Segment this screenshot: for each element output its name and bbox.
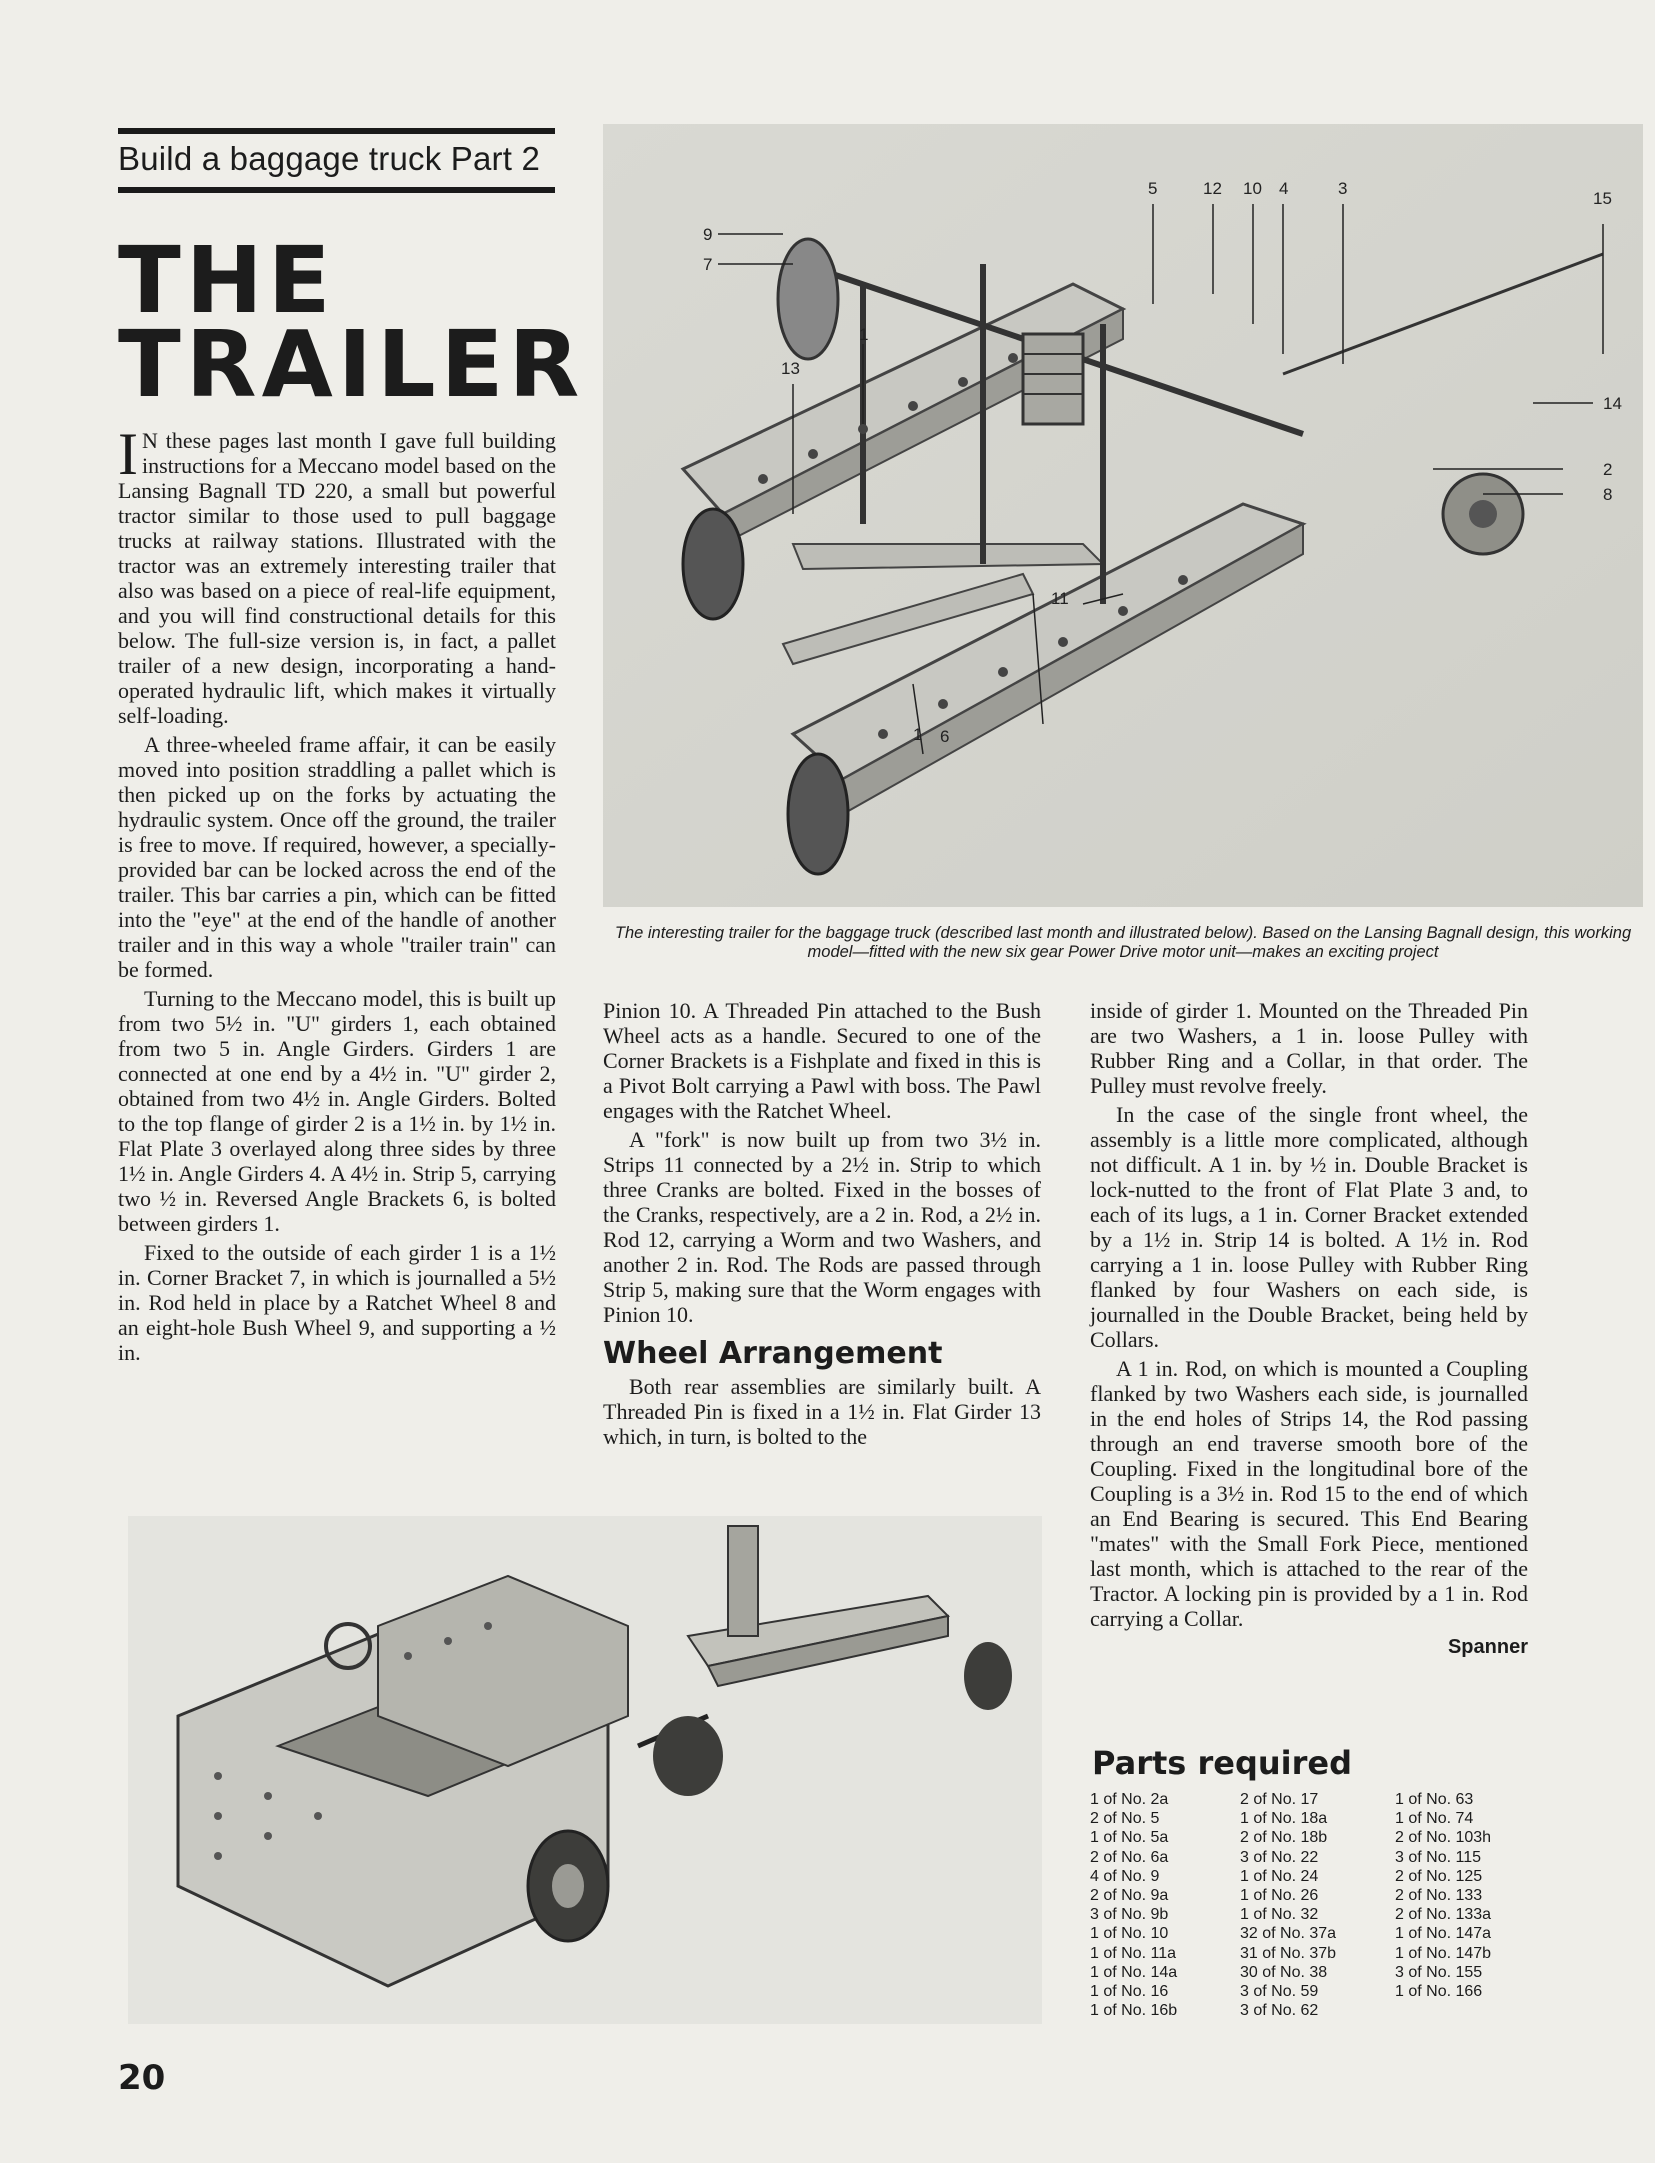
paragraph: A three-wheeled frame affair, it can be easily moved into position straddling a pallet which is then picked up on the forks by actuating the hydraulic system. Once off the ground, the trailer is free to move. If required, however, a specially-provided bar can be locked across the end of the trailer. This bar carries a pin, which can be fitted into the "eye" at the end of the handle of another trailer and in this way a whole "trailer train" can be formed.	[118, 732, 556, 982]
parts-item: 2 of No. 5	[1090, 1810, 1160, 1828]
parts-item: 1 of No. 11a	[1090, 1944, 1176, 1962]
parts-item: 3 of No. 9b	[1090, 1906, 1169, 1924]
parts-item: 1 of No. 147b	[1395, 1944, 1492, 1962]
parts-item: 2 of No. 133a	[1395, 1906, 1492, 1924]
parts-item: 1 of No. 24	[1240, 1867, 1319, 1885]
parts-item: 32 of No. 37a	[1240, 1925, 1337, 1943]
parts-item: 1 of No. 18a	[1240, 1810, 1328, 1828]
parts-item: 31 of No. 37b	[1240, 1944, 1337, 1962]
parts-item: 3 of No. 22	[1240, 1848, 1319, 1866]
paragraph: Turning to the Meccano model, this is built up from two 5½ in. "U" girders 1, each obtained from two 5 in. Angle Girders. Girders 1 are connected at one end by a 4½ in. "U" girder 2, obtained from two 4½ in. Angle Girders. Bolted to the top flange of girder 2 is a 1½ in. by 1½ in. Flat Plate 3 overlayed along three sides by three 1½ in. Angle Girders 4. A 4½ in. Strip 5, carrying two ½ in. Reversed Angle Brackets 6, is bolted between girders 1.	[118, 986, 556, 1236]
label-7: 7	[703, 255, 713, 274]
parts-item: 1 of No. 166	[1395, 1983, 1483, 2001]
kicker: Build a baggage truck Part 2	[118, 140, 541, 177]
paragraph: A "fork" is now built up from two 3½ in. Strips 11 connected by a 2½ in. Strip to which three Cranks are bolted. Fixed in the bosses of the Cranks, respectively, are a 2 in. Rod, a 2½ in. Rod 12, carrying a Worm and two Washers, and another 2 in. Rod. The Rods are passed through Strip 5, making sure that the Worm engages with Pinion 10.	[603, 1127, 1041, 1327]
parts-item: 1 of No. 10	[1090, 1925, 1169, 1943]
label-4: 4	[1279, 179, 1289, 198]
header-rule-bottom	[118, 187, 555, 193]
label-3: 3	[1338, 179, 1348, 198]
paragraph: A 1 in. Rod, on which is mounted a Coupling flanked by two Washers each side, is journalled in the end holes of Strips 14, the Rod passing through an end traverse smooth bore of the Coupling. Fixed in the longitudinal bore of the Coupling is a 3½ in. Rod 15 to the end of which an End Bearing is secured. This End Bearing "mates" with the Small Fork Piece, mentioned last month, which is attached to the rear of the Tractor. A locking pin is provided by a 1 in. Rod carrying a Collar.	[1090, 1356, 1528, 1631]
parts-item: 2 of No. 6a	[1090, 1848, 1169, 1866]
parts-list-col1	[1090, 1790, 1230, 2020]
trailer-illustration	[603, 124, 1643, 907]
parts-item: 2 of No. 18b	[1240, 1829, 1328, 1847]
headline-line1: THE	[118, 227, 336, 334]
label-1-top: 1	[859, 325, 869, 344]
label-13: 13	[781, 359, 800, 378]
paragraph: Pinion 10. A Threaded Pin attached to the Bush Wheel acts as a handle. Secured to one of the Corner Brackets is a Fishplate and fixed in this is a Pivot Bolt carrying a Pawl with boss. The Pawl engages with the Ratchet Wheel.	[603, 998, 1041, 1123]
paragraph: Both rear assemblies are similarly built. A Threaded Pin is fixed in a 1½ in. Flat Girder 13 which, in turn, is bolted to the	[603, 1374, 1041, 1449]
tractor-wheels	[528, 1831, 608, 1941]
author-byline: Spanner	[1447, 1636, 1528, 1658]
tractor-illustration	[128, 1516, 1042, 2024]
parts-item: 1 of No. 2a	[1090, 1791, 1169, 1808]
parts-item: 3 of No. 59	[1240, 1983, 1319, 2001]
headline-line2: TRAILER	[118, 311, 585, 418]
parts-item: 3 of No. 115	[1395, 1848, 1481, 1866]
parts-item: 2 of No. 17	[1240, 1791, 1319, 1808]
paragraph: inside of girder 1. Mounted on the Threaded Pin are two Washers, a 1 in. loose Pulley with Rubber Ring and a Collar, in that order. The Pulley must revolve freely.	[1090, 998, 1528, 1098]
label-5: 5	[1148, 179, 1158, 198]
parts-item: 2 of No. 103h	[1395, 1829, 1492, 1847]
parts-title: Parts required	[1092, 1744, 1352, 1782]
label-11: 11	[1051, 589, 1069, 608]
parts-item: 3 of No. 62	[1240, 2002, 1319, 2020]
parts-item: 2 of No. 9a	[1090, 1887, 1169, 1905]
parts-item: 4 of No. 9	[1090, 1867, 1160, 1885]
column-3	[1090, 998, 1528, 1660]
parts-item: 1 of No. 14a	[1090, 1963, 1178, 1981]
photo-caption: The interesting trailer for the baggage truck (described last month and illustrated below). Based on the Lansing Bagnall design, this working model—fitted with the new six gear Power Drive motor unit—makes an exciting project	[614, 924, 1632, 961]
parts-item: 2 of No. 133	[1395, 1887, 1483, 1905]
parts-item: 30 of No. 38	[1240, 1963, 1328, 1981]
label-15: 15	[1593, 189, 1612, 208]
parts-item: 2 of No. 125	[1395, 1867, 1483, 1885]
parts-item: 1 of No. 32	[1240, 1906, 1319, 1924]
paragraph: In the case of the single front wheel, the assembly is a little more complicated, although not difficult. A 1 in. by ½ in. Double Bracket is lock-nutted to the front of Flat Plate 3 and, to each of its lugs, a 1 in. Corner Bracket extended by a 1½ in. Strip 14 is bolted. A 1½ in. Rod carrying a 1 in. loose Pulley with Rubber Ring flanked by four Washers on each side, is journalled in the Double Bracket, being held by Collars.	[1090, 1102, 1528, 1352]
parts-item: 1 of No. 26	[1240, 1887, 1319, 1905]
label-14: 14	[1603, 394, 1622, 413]
subheading: Wheel Arrangement	[603, 1336, 943, 1371]
tractor-photo	[128, 1516, 1042, 2024]
label-6: 6	[940, 727, 950, 746]
page-number: 20	[118, 2058, 166, 2098]
parts-list-col3	[1395, 1790, 1535, 2001]
parts-item: 1 of No. 74	[1395, 1810, 1474, 1828]
parts-item: 1 of No. 63	[1395, 1791, 1474, 1808]
label-9: 9	[703, 225, 713, 244]
header-rule-top	[118, 128, 555, 134]
parts-item: 1 of No. 147a	[1395, 1925, 1492, 1943]
label-1-bottom: 1	[913, 725, 923, 744]
parts-item: 1 of No. 5a	[1090, 1829, 1169, 1847]
parts-item: 1 of No. 16	[1090, 1983, 1169, 2001]
label-12: 12	[1203, 179, 1222, 198]
column-1	[118, 421, 556, 1369]
drop-cap: I	[118, 421, 138, 487]
worm-gear	[1023, 334, 1083, 424]
parts-item: 3 of No. 155	[1395, 1963, 1483, 1981]
parts-list-col2	[1240, 1790, 1380, 2020]
label-8: 8	[1603, 485, 1613, 504]
column-2	[603, 998, 1041, 1453]
parts-item: 1 of No. 16b	[1090, 2002, 1178, 2020]
trailer-photo	[603, 124, 1643, 907]
intro-paragraph: I N these pages last month I gave full building instructions for a Meccano model based on the Lansing Bagnall TD 220, a small but powerful tractor similar to those used to pull baggage trucks at railway stations. Illustrated with the tractor was an extremely interesting trailer that also was based on a piece of real-life equipment, and you will find constructional details for this below. The full-size version is, in fact, a pallet trailer of a new design, incorporating a hand-operated hydraulic lift, which makes it virtually self-loading.	[118, 421, 556, 728]
label-2: 2	[1603, 460, 1613, 479]
label-10: 10	[1243, 179, 1262, 198]
paragraph: Fixed to the outside of each girder 1 is a 1½ in. Corner Bracket 7, in which is journalled a 5½ in. Rod held in place by a Ratchet Wheel 8 and an eight-hole Bush Wheel 9, and supporting a ½ in.	[118, 1240, 556, 1365]
